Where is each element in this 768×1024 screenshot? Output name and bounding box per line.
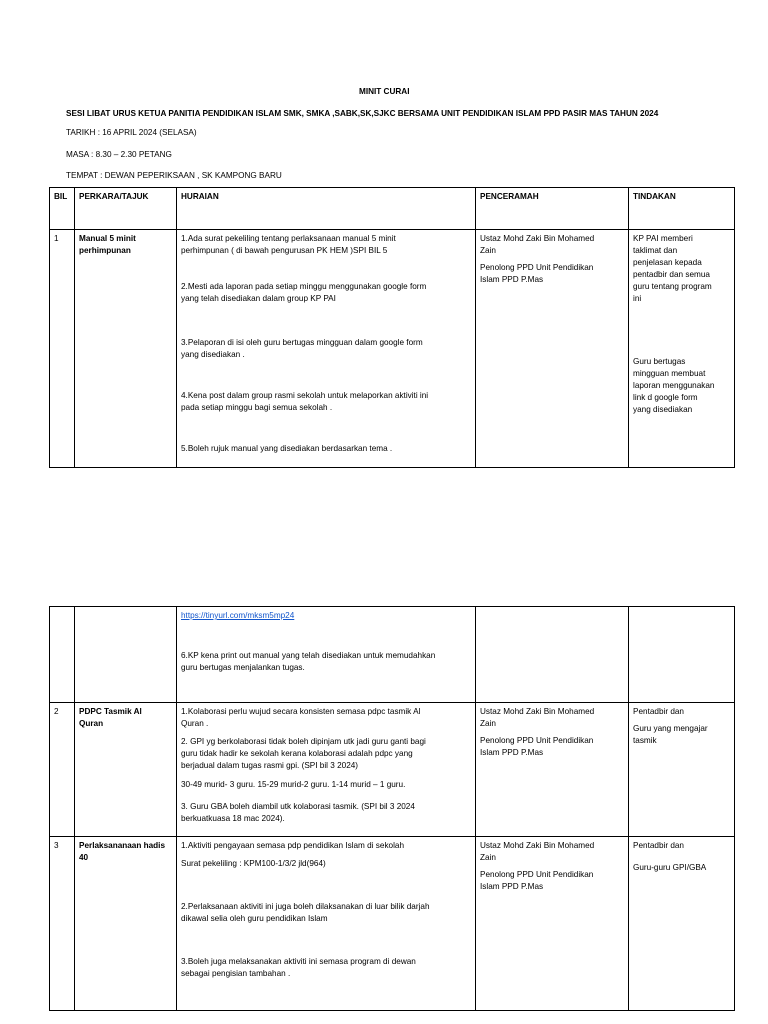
row3-tindakan: Pentadbir dan Guru-guru GPI/GBA — [629, 837, 735, 1011]
row1-bil: 1 — [50, 230, 75, 468]
row1-cont-perkara — [75, 607, 177, 703]
minutes-title: MINIT CURAI — [359, 87, 410, 96]
row1-cont-bil — [50, 607, 75, 703]
row1-cont-tindakan — [629, 607, 735, 703]
header-huraian: HURAIAN — [177, 188, 476, 230]
row3-penceramah: Ustaz Mohd Zaki Bin Mohamed Zain Penolong PPD Unit Pendidikan Islam PPD P.Mas — [476, 837, 629, 1011]
header-bil: BIL — [50, 188, 75, 230]
row2-tindakan: Pentadbir dan Guru yang mengajar tasmik — [629, 703, 735, 837]
row3-huraian: 1.Aktiviti pengayaan semasa pdp pendidikan Islam di sekolah Surat pekeliling : KPM100-1/3/2 jld(964) 2.Perlaksanaan aktiviti ini juga boleh dilaksanakan di luar bilik darjah dikawal selia oleh guru pendidikan Islam 3.Boleh juga melaksanakan aktiviti ini semasa program di dewan sebagai pengisian tambahan . — [177, 837, 476, 1011]
minutes-table-page1 — [49, 187, 735, 468]
minutes-table-page2 — [49, 606, 735, 1011]
header-perkara: PERKARA/TAJUK — [75, 188, 177, 230]
row3-perkara: Perlaksananaan hadis 40 — [75, 837, 177, 1011]
session-heading: SESI LIBAT URUS KETUA PANITIA PENDIDIKAN ISLAM SMK, SMKA ,SABK,SK,SJKC BERSAMA UNIT PENDIDIKAN ISLAM PPD PASIR MAS TAHUN 2024 — [66, 109, 659, 118]
row1-perkara: Manual 5 minit perhimpunan — [75, 230, 177, 468]
meeting-date: TARIKH : 16 APRIL 2024 (SELASA) — [66, 128, 197, 137]
row1-huraian: 1.Ada surat pekeliling tentang perlaksanaan manual 5 minit perhimpunan ( di bawah pengurusan PK HEM )SPI BIL 5 2.Mesti ada laporan pada setiap minggu menggunakan google form yang telah disediakan dalam group KP PAI 3.Pelaporan di isi oleh guru bertugas mingguan dalam google form yang disediakan . 4.Kena post dalam group rasmi sekolah untuk melaporkan aktiviti ini pada setiap minggu bagi semua sekolah . 5.Boleh rujuk manual yang disediakan berdasarkan tema . — [177, 230, 476, 468]
row2-huraian: 1.Kolaborasi perlu wujud secara konsisten semasa pdpc tasmik Al Quran . 2. GPI yg berkolaborasi tidak boleh dipinjam utk jadi guru ganti bagi guru tidak hadir ke sekolah kerana kolaborasi adalah pdpc yang berjadual dalam tugas rasmi gpi. (SPI bil 3 2024) 30-49 murid- 3 guru. 15-29 murid-2 guru. 1-14 murid – 1 guru. 3. Guru GBA boleh diambil utk kolaborasi tasmik. (SPI bil 3 2024 berkuatkuasa 18 mac 2024). — [177, 703, 476, 837]
row1-penceramah: Ustaz Mohd Zaki Bin Mohamed Zain Penolong PPD Unit Pendidikan Islam PPD P.Mas — [476, 230, 629, 468]
table-row — [50, 837, 735, 1011]
table-row — [50, 230, 735, 468]
manual-link[interactable]: https://tinyurl.com/mksm5mp24 — [181, 611, 295, 620]
row2-bil: 2 — [50, 703, 75, 837]
row2-penceramah: Ustaz Mohd Zaki Bin Mohamed Zain Penolong PPD Unit Pendidikan Islam PPD P.Mas — [476, 703, 629, 837]
meeting-place: TEMPAT : DEWAN PEPERIKSAAN , SK KAMPONG BARU — [66, 171, 282, 180]
row3-bil: 3 — [50, 837, 75, 1011]
row1-cont-penceramah — [476, 607, 629, 703]
header-tindakan: TINDAKAN — [629, 188, 735, 230]
table-row — [50, 607, 735, 703]
row2-perkara: PDPC Tasmik Al Quran — [75, 703, 177, 837]
table-row — [50, 703, 735, 837]
meeting-time: MASA : 8.30 – 2.30 PETANG — [66, 150, 172, 159]
header-penceramah: PENCERAMAH — [476, 188, 629, 230]
row1-cont-huraian: https://tinyurl.com/mksm5mp24 6.KP kena print out manual yang telah disediakan untuk memudahkan guru bertugas menjalankan tugas. — [177, 607, 476, 703]
row1-tindakan: KP PAI memberi taklimat dan penjelasan kepada pentadbir dan semua guru tentang program ini Guru bertugas mingguan membuat laporan menggunakan link d google form yang disediakan — [629, 230, 735, 468]
